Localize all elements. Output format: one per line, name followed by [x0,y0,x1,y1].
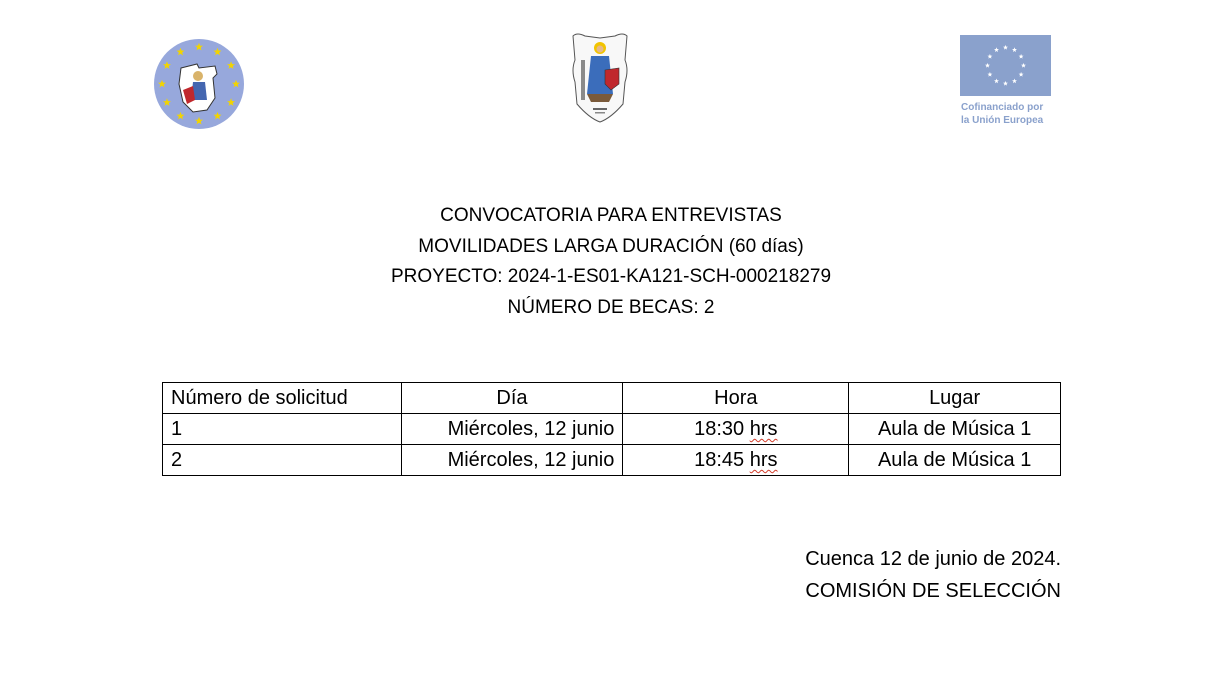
header-numero: Número de solicitud [163,383,402,414]
cell-dia: Miércoles, 12 junio [401,445,623,476]
cell-numero: 1 [163,414,402,445]
heading-mobility: MOVILIDADES LARGA DURACIÓN (60 días) [418,235,804,257]
table-header-row [163,383,1061,414]
eu-cofunding-text [961,101,1043,127]
place-date: Cuenca 12 de junio de 2024. [805,548,1061,570]
school-eu-stars-logo-graphic [153,38,245,130]
table-row [163,445,1061,476]
hora-unit: hrs [749,449,778,471]
cell-lugar: Aula de Música 1 [849,414,1061,445]
hora-time: 18:30 [694,418,745,440]
signer: COMISIÓN DE SELECCIÓN [805,580,1061,602]
saint-crest-logo [567,30,633,126]
eu-text-line2: la Unión Europea [961,115,1044,126]
cell-dia: Miércoles, 12 junio [401,414,623,445]
signature-block [805,543,1061,607]
heading-title: CONVOCATORIA PARA ENTREVISTAS [440,205,782,226]
header-dia: Día [401,383,623,414]
heading-grants: NÚMERO DE BECAS: 2 [507,296,715,318]
cell-hora [623,445,849,476]
header-hora: Hora [623,383,849,414]
eu-cofunding-logo [960,35,1052,130]
hora-unit: hrs [749,418,778,440]
saint-crest-logo-graphic [567,30,633,126]
school-eu-stars-logo [153,38,245,130]
cell-lugar: Aula de Música 1 [849,445,1061,476]
header-lugar: Lugar [849,383,1061,414]
heading-project: PROYECTO: 2024-1-ES01-KA121-SCH-000218279 [390,266,832,287]
document-heading [0,201,1222,323]
table-row [163,414,1061,445]
cell-numero: 2 [163,445,402,476]
cell-hora [623,414,849,445]
eu-flag-icon [960,35,1051,96]
hora-time: 18:45 [694,449,745,471]
interview-schedule-table [162,382,1061,476]
eu-text-line1: Cofinanciado por [961,102,1044,113]
